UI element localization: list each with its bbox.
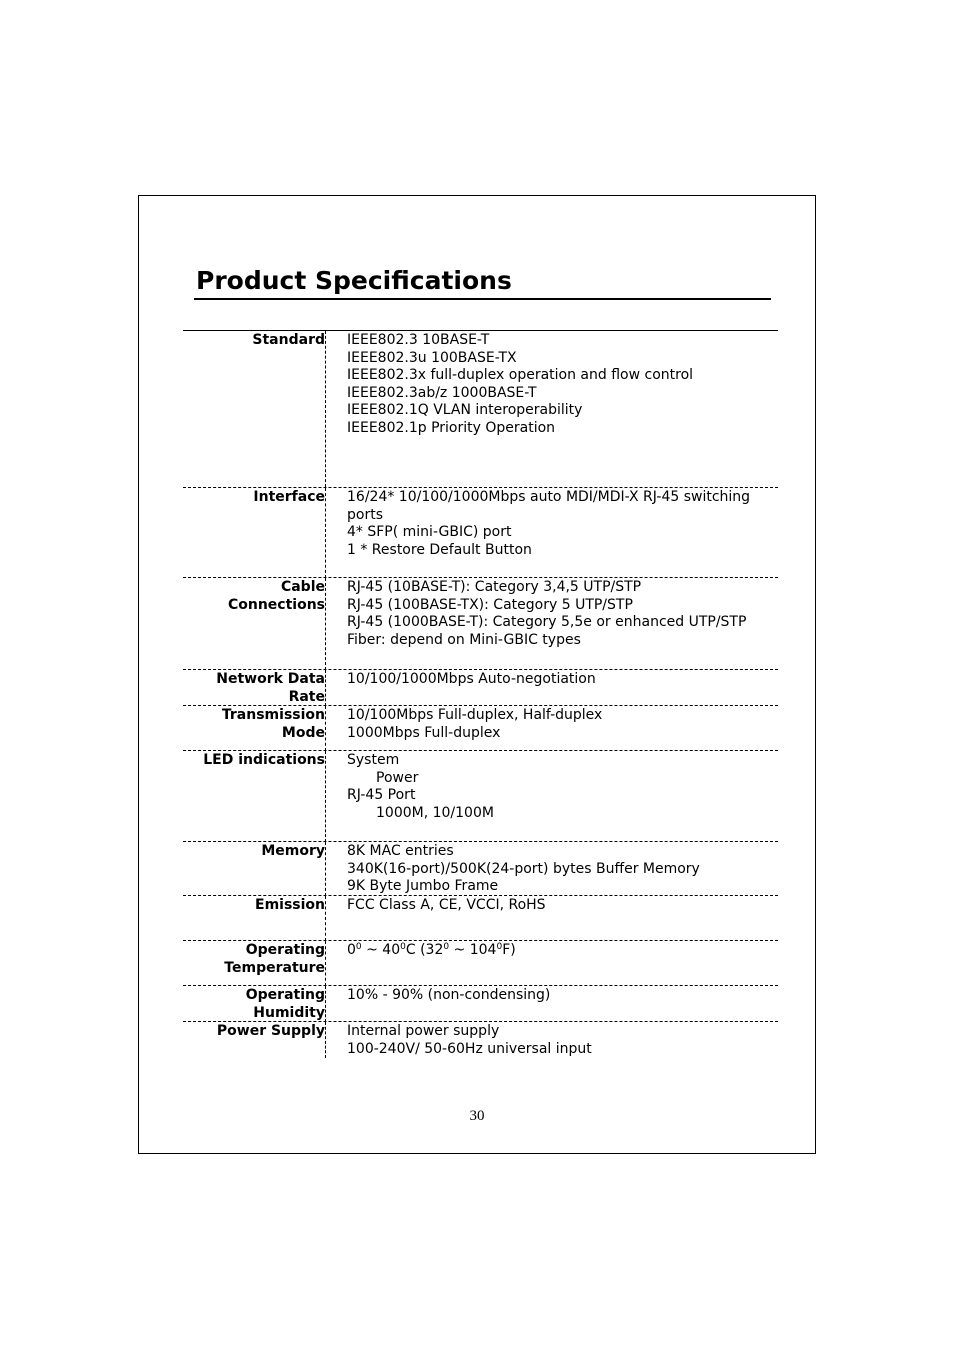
spec-label: LED indications: [183, 751, 326, 842]
spec-value: 10/100Mbps Full-duplex, Half-duplex 1000Mbps Full-duplex: [347, 707, 603, 741]
spec-value: $0^0$ ~ $40^0C$ ($32^0$ ~ $104^0F$): [347, 942, 516, 958]
spec-row-emission: [183, 895, 778, 941]
spec-label: Interface: [183, 488, 326, 578]
spec-value: RJ-45 (10BASE-T): Category 3,4,5 UTP/STP RJ-45 (100BASE-TX): Category 5 UTP/STP RJ-45 (1000BASE-T): Category 5,5e or enhanced UTP/STP Fiber: depend on Mini-GBIC types: [347, 579, 747, 648]
spec-row-transmission-mode: [183, 705, 778, 751]
title-underline: [194, 298, 771, 300]
spec-row-network-data-rate: [183, 669, 778, 706]
spec-row-memory: [183, 841, 778, 896]
spec-label: Cable Connections: [183, 578, 326, 670]
spec-value: Internal power supply 100-240V/ 50-60Hz universal input: [347, 1023, 592, 1057]
spec-label: Operating Humidity: [183, 986, 326, 1022]
spec-value: IEEE802.3 10BASE-T IEEE802.3u 100BASE-TX IEEE802.3x full-duplex operation and flow control IEEE802.3ab/z 1000BASE-T IEEE802.1Q VLAN interoperability IEEE802.1p Priority Operation: [347, 332, 694, 436]
spec-row-operating-humidity: [183, 985, 778, 1022]
spec-label: Memory: [183, 842, 326, 896]
spec-row-operating-temperature: [183, 940, 778, 986]
spec-value: 10/100/1000Mbps Auto-negotiation: [347, 671, 596, 687]
page-title: Product Specifications: [196, 266, 512, 295]
spec-label: Emission: [183, 896, 326, 941]
spec-value: 10% - 90% (non-condensing): [347, 987, 551, 1003]
spec-label: Power Supply: [183, 1022, 326, 1058]
spec-row-power-supply: [183, 1021, 778, 1058]
spec-row-interface: [183, 487, 778, 578]
spec-label: Operating Temperature: [183, 941, 326, 986]
spec-label: Standard: [183, 331, 326, 487]
spec-row-cable-connections: [183, 577, 778, 670]
spec-value: 16/24* 10/100/1000Mbps auto MDI/MDI-X RJ-45 switching ports 4* SFP( mini-GBIC) port 1 * Restore Default Button: [347, 489, 751, 558]
spec-row-led-indications: [183, 750, 778, 842]
spec-row-standard: [183, 330, 778, 487]
spec-value: 8K MAC entries 340K(16-port)/500K(24-port) bytes Buffer Memory 9K Byte Jumbo Frame: [347, 843, 700, 895]
spec-value: FCC Class A, CE, VCCI, RoHS: [347, 897, 546, 913]
spec-label: Network Data Rate: [183, 670, 326, 706]
spec-value: System Power RJ-45 Port 1000M, 10/100M: [347, 752, 494, 821]
spec-label: Transmission Mode: [183, 706, 326, 751]
page-number: 30: [469, 1108, 485, 1124]
